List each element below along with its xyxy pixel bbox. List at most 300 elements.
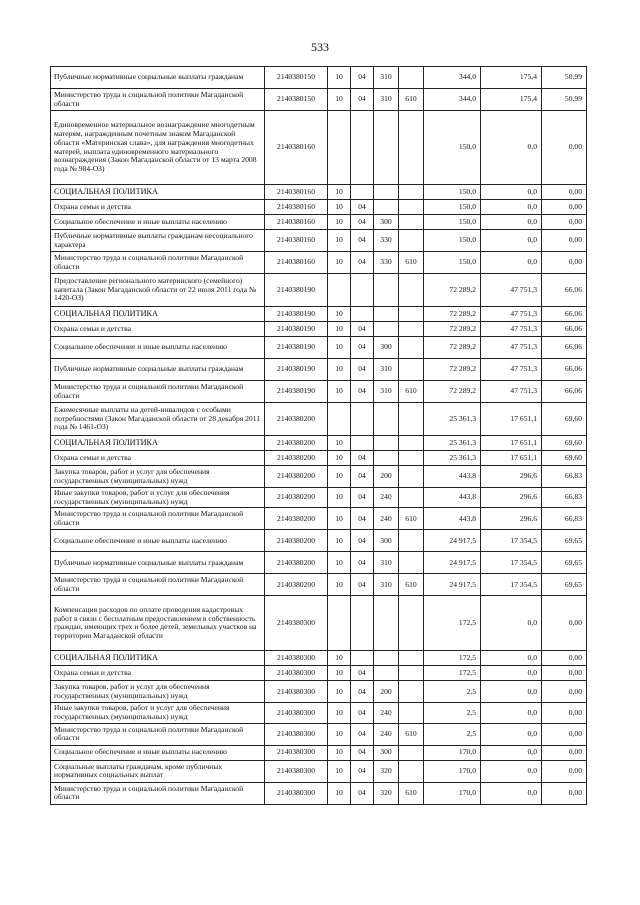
cell-csr: 2140380160 <box>265 185 328 200</box>
cell-grbs: 610 <box>399 89 424 111</box>
cell-grbs <box>399 530 424 552</box>
cell-name: Закупка товаров, работ и услуг для обеспечения государственных (муниципальных) нужд <box>51 466 265 488</box>
cell-csr: 2140380190 <box>265 359 328 381</box>
table-row <box>51 745 587 760</box>
cell-csr: 2140380200 <box>265 436 328 451</box>
cell-executed: 0,0 <box>481 252 542 274</box>
table-row <box>51 508 587 530</box>
cell-section <box>328 111 351 185</box>
cell-subsection <box>351 274 374 307</box>
cell-csr: 2140380300 <box>265 782 328 804</box>
cell-executed: 0,0 <box>481 681 542 703</box>
cell-section: 10 <box>328 185 351 200</box>
cell-expense-type: 300 <box>374 745 399 760</box>
cell-expense-type: 330 <box>374 252 399 274</box>
cell-name: Публичные нормативные социальные выплаты гражданам <box>51 552 265 574</box>
cell-name: Социальное обеспечение и иные выплаты населению <box>51 745 265 760</box>
cell-name: Публичные нормативные выплаты гражданам несоциального характера <box>51 230 265 252</box>
cell-executed: 0,0 <box>481 185 542 200</box>
cell-plan: 443,8 <box>424 508 481 530</box>
cell-section: 10 <box>328 337 351 359</box>
cell-grbs <box>399 552 424 574</box>
cell-executed: 0,0 <box>481 215 542 230</box>
cell-section <box>328 596 351 651</box>
cell-expense-type: 310 <box>374 89 399 111</box>
cell-executed: 47 751,3 <box>481 381 542 403</box>
table-row <box>51 466 587 488</box>
cell-grbs <box>399 403 424 436</box>
cell-section: 10 <box>328 67 351 89</box>
cell-expense-type: 200 <box>374 466 399 488</box>
cell-subsection: 04 <box>351 723 374 745</box>
cell-subsection: 04 <box>351 359 374 381</box>
cell-subsection: 04 <box>351 451 374 466</box>
cell-subsection: 04 <box>351 466 374 488</box>
cell-percent: 0,00 <box>542 745 587 760</box>
cell-name: Социальное обеспечение и иные выплаты населению <box>51 530 265 552</box>
cell-grbs <box>399 451 424 466</box>
cell-expense-type: 300 <box>374 215 399 230</box>
cell-grbs <box>399 322 424 337</box>
cell-plan: 24 917,5 <box>424 574 481 596</box>
table-body <box>51 67 587 805</box>
cell-section: 10 <box>328 760 351 782</box>
cell-plan: 172,5 <box>424 666 481 681</box>
cell-plan: 150,0 <box>424 200 481 215</box>
cell-plan: 150,0 <box>424 230 481 252</box>
cell-expense-type: 240 <box>374 703 399 723</box>
cell-csr: 2140380200 <box>265 574 328 596</box>
cell-executed: 0,0 <box>481 782 542 804</box>
cell-subsection: 04 <box>351 782 374 804</box>
cell-csr: 2140380200 <box>265 552 328 574</box>
cell-csr: 2140380300 <box>265 760 328 782</box>
cell-percent: 66,06 <box>542 307 587 322</box>
cell-plan: 150,0 <box>424 215 481 230</box>
cell-name: СОЦИАЛЬНАЯ ПОЛИТИКА <box>51 436 265 451</box>
cell-plan: 2,5 <box>424 703 481 723</box>
cell-subsection <box>351 307 374 322</box>
cell-grbs: 610 <box>399 381 424 403</box>
cell-executed: 47 751,3 <box>481 337 542 359</box>
cell-executed: 296,6 <box>481 466 542 488</box>
cell-expense-type <box>374 436 399 451</box>
cell-section: 10 <box>328 723 351 745</box>
cell-name: Публичные нормативные социальные выплаты гражданам <box>51 359 265 381</box>
cell-executed: 17 651,1 <box>481 451 542 466</box>
cell-expense-type <box>374 596 399 651</box>
table-row <box>51 111 587 185</box>
table-row <box>51 723 587 745</box>
cell-expense-type <box>374 651 399 666</box>
cell-executed: 47 751,3 <box>481 359 542 381</box>
cell-percent: 0,00 <box>542 782 587 804</box>
cell-percent: 0,00 <box>542 651 587 666</box>
cell-expense-type: 240 <box>374 508 399 530</box>
cell-expense-type <box>374 307 399 322</box>
table-row <box>51 651 587 666</box>
cell-expense-type: 300 <box>374 337 399 359</box>
cell-plan: 24 917,5 <box>424 530 481 552</box>
table-row <box>51 200 587 215</box>
cell-name: Иные закупки товаров, работ и услуг для обеспечения государственных (муниципальных) нужд <box>51 703 265 723</box>
cell-percent: 66,06 <box>542 322 587 337</box>
cell-expense-type: 240 <box>374 723 399 745</box>
cell-executed: 0,0 <box>481 745 542 760</box>
cell-section: 10 <box>328 381 351 403</box>
cell-grbs <box>399 359 424 381</box>
cell-percent: 0,00 <box>542 666 587 681</box>
cell-executed: 17 354,5 <box>481 552 542 574</box>
cell-executed: 0,0 <box>481 651 542 666</box>
cell-grbs <box>399 185 424 200</box>
table-row <box>51 89 587 111</box>
table-row <box>51 307 587 322</box>
cell-subsection: 04 <box>351 89 374 111</box>
cell-plan: 72 289,2 <box>424 274 481 307</box>
cell-plan: 2,5 <box>424 723 481 745</box>
cell-grbs <box>399 337 424 359</box>
cell-section: 10 <box>328 89 351 111</box>
cell-percent: 69,65 <box>542 552 587 574</box>
cell-plan: 72 289,2 <box>424 359 481 381</box>
cell-name: Компенсация расходов по оплате проведения кадастровых работ в связи с бесплатным предоставлением в собственность граждан, имеющих трех и более детей, земельных участков на территории Магаданской области <box>51 596 265 651</box>
table-row <box>51 274 587 307</box>
table-row <box>51 703 587 723</box>
cell-expense-type <box>374 322 399 337</box>
page-number: 533 <box>311 40 329 54</box>
cell-percent: 66,06 <box>542 274 587 307</box>
cell-executed: 296,6 <box>481 488 542 508</box>
cell-section: 10 <box>328 200 351 215</box>
cell-section: 10 <box>328 488 351 508</box>
cell-subsection: 04 <box>351 381 374 403</box>
cell-executed: 0,0 <box>481 666 542 681</box>
cell-expense-type: 240 <box>374 488 399 508</box>
cell-percent: 50,99 <box>542 67 587 89</box>
cell-grbs <box>399 681 424 703</box>
table-row <box>51 681 587 703</box>
cell-expense-type: 310 <box>374 574 399 596</box>
cell-grbs <box>399 760 424 782</box>
cell-plan: 170,0 <box>424 760 481 782</box>
cell-name: Закупка товаров, работ и услуг для обеспечения государственных (муниципальных) нужд <box>51 681 265 703</box>
cell-name: Министерство труда и социальной политики Магаданской области <box>51 89 265 111</box>
cell-percent: 66,83 <box>542 488 587 508</box>
cell-plan: 170,0 <box>424 782 481 804</box>
table-row <box>51 252 587 274</box>
cell-section: 10 <box>328 466 351 488</box>
table-row <box>51 67 587 89</box>
cell-subsection: 04 <box>351 666 374 681</box>
cell-percent: 50,99 <box>542 89 587 111</box>
table-row <box>51 552 587 574</box>
cell-executed: 47 751,3 <box>481 307 542 322</box>
cell-percent: 69,65 <box>542 574 587 596</box>
cell-section: 10 <box>328 307 351 322</box>
cell-section: 10 <box>328 436 351 451</box>
cell-percent: 69,65 <box>542 530 587 552</box>
cell-plan: 443,8 <box>424 488 481 508</box>
cell-name: Охрана семьи и детства <box>51 322 265 337</box>
cell-executed: 17 354,5 <box>481 530 542 552</box>
cell-section: 10 <box>328 782 351 804</box>
cell-plan: 344,0 <box>424 89 481 111</box>
cell-percent: 66,06 <box>542 337 587 359</box>
table-row <box>51 230 587 252</box>
cell-expense-type: 310 <box>374 359 399 381</box>
cell-percent: 0,00 <box>542 760 587 782</box>
cell-subsection: 04 <box>351 67 374 89</box>
cell-csr: 2140380190 <box>265 322 328 337</box>
cell-expense-type: 310 <box>374 67 399 89</box>
cell-csr: 2140380300 <box>265 681 328 703</box>
cell-csr: 2140380160 <box>265 252 328 274</box>
cell-csr: 2140380200 <box>265 451 328 466</box>
cell-plan: 172,5 <box>424 651 481 666</box>
cell-percent: 69,60 <box>542 403 587 436</box>
cell-subsection <box>351 651 374 666</box>
cell-grbs <box>399 230 424 252</box>
cell-csr: 2140380200 <box>265 530 328 552</box>
cell-plan: 150,0 <box>424 185 481 200</box>
cell-plan: 25 361,3 <box>424 403 481 436</box>
cell-expense-type: 310 <box>374 381 399 403</box>
cell-csr: 2140380300 <box>265 651 328 666</box>
cell-grbs <box>399 307 424 322</box>
cell-name: Ежемесячные выплаты на детей-инвалидов с особыми потребностями (Закон Магаданской области от 28 декабря 2011 года № 1461-ОЗ) <box>51 403 265 436</box>
cell-section: 10 <box>328 252 351 274</box>
cell-subsection: 04 <box>351 322 374 337</box>
cell-csr: 2140380300 <box>265 745 328 760</box>
cell-subsection: 04 <box>351 508 374 530</box>
cell-executed: 175,4 <box>481 67 542 89</box>
cell-plan: 24 917,5 <box>424 552 481 574</box>
cell-grbs <box>399 666 424 681</box>
cell-executed: 175,4 <box>481 89 542 111</box>
cell-subsection: 04 <box>351 552 374 574</box>
cell-section: 10 <box>328 530 351 552</box>
cell-subsection: 04 <box>351 215 374 230</box>
cell-csr: 2140380160 <box>265 111 328 185</box>
table-row <box>51 337 587 359</box>
cell-subsection: 04 <box>351 488 374 508</box>
cell-subsection <box>351 436 374 451</box>
table-row <box>51 596 587 651</box>
cell-name: Социальное обеспечение и иные выплаты населению <box>51 337 265 359</box>
table-row <box>51 381 587 403</box>
cell-percent: 0,00 <box>542 703 587 723</box>
cell-grbs <box>399 436 424 451</box>
cell-csr: 2140380190 <box>265 337 328 359</box>
cell-executed: 0,0 <box>481 200 542 215</box>
cell-grbs: 610 <box>399 782 424 804</box>
table-row <box>51 322 587 337</box>
cell-executed: 0,0 <box>481 596 542 651</box>
cell-expense-type <box>374 451 399 466</box>
cell-grbs: 610 <box>399 723 424 745</box>
cell-percent: 69,60 <box>542 436 587 451</box>
cell-csr: 2140380190 <box>265 307 328 322</box>
cell-csr: 2140380160 <box>265 215 328 230</box>
cell-plan: 172,5 <box>424 596 481 651</box>
cell-expense-type <box>374 200 399 215</box>
cell-name: СОЦИАЛЬНАЯ ПОЛИТИКА <box>51 307 265 322</box>
cell-executed: 17 354,5 <box>481 574 542 596</box>
cell-name: Публичные нормативные социальные выплаты гражданам <box>51 67 265 89</box>
budget-table <box>50 66 587 805</box>
cell-percent: 0,00 <box>542 111 587 185</box>
cell-csr: 2140380200 <box>265 403 328 436</box>
cell-percent: 0,00 <box>542 185 587 200</box>
cell-percent: 69,60 <box>542 451 587 466</box>
cell-section: 10 <box>328 230 351 252</box>
cell-executed: 0,0 <box>481 703 542 723</box>
table-row <box>51 760 587 782</box>
cell-subsection: 04 <box>351 252 374 274</box>
cell-plan: 72 289,2 <box>424 322 481 337</box>
cell-percent: 66,06 <box>542 381 587 403</box>
cell-grbs: 610 <box>399 574 424 596</box>
cell-name: СОЦИАЛЬНАЯ ПОЛИТИКА <box>51 651 265 666</box>
cell-csr: 2140380200 <box>265 466 328 488</box>
cell-name: Иные закупки товаров, работ и услуг для обеспечения государственных (муниципальных) нужд <box>51 488 265 508</box>
cell-expense-type: 330 <box>374 230 399 252</box>
cell-grbs <box>399 466 424 488</box>
cell-percent: 0,00 <box>542 200 587 215</box>
cell-plan: 170,0 <box>424 745 481 760</box>
cell-section: 10 <box>328 745 351 760</box>
cell-name: Министерство труда и социальной политики Магаданской области <box>51 381 265 403</box>
cell-name: Предоставление регионального материнского (семейного) капитала (Закон Магаданской области от 22 июля 2011 года № 1420-ОЗ) <box>51 274 265 307</box>
cell-plan: 2,5 <box>424 681 481 703</box>
cell-csr: 2140380160 <box>265 200 328 215</box>
cell-name: Министерство труда и социальной политики Магаданской области <box>51 574 265 596</box>
cell-grbs <box>399 651 424 666</box>
cell-subsection: 04 <box>351 703 374 723</box>
cell-executed: 17 651,1 <box>481 436 542 451</box>
cell-percent: 0,00 <box>542 215 587 230</box>
cell-section: 10 <box>328 651 351 666</box>
table-row <box>51 666 587 681</box>
cell-subsection <box>351 111 374 185</box>
cell-executed: 47 751,3 <box>481 274 542 307</box>
cell-plan: 150,0 <box>424 252 481 274</box>
cell-executed: 0,0 <box>481 230 542 252</box>
cell-percent: 66,06 <box>542 359 587 381</box>
cell-plan: 25 361,3 <box>424 436 481 451</box>
cell-plan: 25 361,3 <box>424 451 481 466</box>
cell-csr: 2140380150 <box>265 89 328 111</box>
cell-expense-type: 320 <box>374 782 399 804</box>
cell-grbs <box>399 111 424 185</box>
table-row <box>51 185 587 200</box>
cell-name: Социальное обеспечение и иные выплаты населению <box>51 215 265 230</box>
cell-plan: 72 289,2 <box>424 381 481 403</box>
cell-grbs <box>399 596 424 651</box>
cell-section: 10 <box>328 703 351 723</box>
cell-grbs <box>399 67 424 89</box>
cell-plan: 344,0 <box>424 67 481 89</box>
cell-percent: 0,00 <box>542 252 587 274</box>
cell-section: 10 <box>328 508 351 530</box>
cell-name: Охрана семьи и детства <box>51 666 265 681</box>
cell-csr: 2140380300 <box>265 723 328 745</box>
cell-section: 10 <box>328 215 351 230</box>
cell-name: Социальные выплаты гражданам, кроме публичных нормативных социальных выплат <box>51 760 265 782</box>
cell-executed: 17 651,1 <box>481 403 542 436</box>
cell-name: Охрана семьи и детства <box>51 200 265 215</box>
cell-name: Единовременное материальное вознаграждение многодетным матерям, награжденным почетным знаком Магаданской области «Материнская слава», для награждения многодетных матерей, выплата единовременного материального вознаграждения (Закон Магаданской области от 13 марта 2008 года № 984-ОЗ) <box>51 111 265 185</box>
cell-name: Министерство труда и социальной политики Магаданской области <box>51 508 265 530</box>
table-row <box>51 488 587 508</box>
cell-subsection <box>351 403 374 436</box>
table-row <box>51 530 587 552</box>
cell-executed: 47 751,3 <box>481 322 542 337</box>
cell-percent: 66,83 <box>542 508 587 530</box>
cell-subsection <box>351 185 374 200</box>
cell-expense-type: 300 <box>374 530 399 552</box>
cell-percent: 66,83 <box>542 466 587 488</box>
table-row <box>51 436 587 451</box>
cell-plan: 150,0 <box>424 111 481 185</box>
cell-grbs <box>399 274 424 307</box>
cell-subsection: 04 <box>351 681 374 703</box>
cell-plan: 72 289,2 <box>424 337 481 359</box>
cell-subsection: 04 <box>351 200 374 215</box>
cell-section: 10 <box>328 666 351 681</box>
cell-csr: 2140380200 <box>265 508 328 530</box>
cell-section: 10 <box>328 574 351 596</box>
cell-section: 10 <box>328 359 351 381</box>
cell-grbs <box>399 745 424 760</box>
cell-expense-type <box>374 403 399 436</box>
cell-csr: 2140380300 <box>265 703 328 723</box>
cell-section: 10 <box>328 322 351 337</box>
cell-subsection: 04 <box>351 337 374 359</box>
cell-plan: 72 289,2 <box>424 307 481 322</box>
cell-grbs <box>399 215 424 230</box>
cell-expense-type <box>374 185 399 200</box>
cell-subsection: 04 <box>351 760 374 782</box>
cell-percent: 0,00 <box>542 596 587 651</box>
cell-subsection: 04 <box>351 745 374 760</box>
table-row <box>51 451 587 466</box>
cell-subsection: 04 <box>351 574 374 596</box>
cell-expense-type <box>374 666 399 681</box>
cell-expense-type: 320 <box>374 760 399 782</box>
cell-name: Министерство труда и социальной политики Магаданской области <box>51 252 265 274</box>
cell-subsection: 04 <box>351 230 374 252</box>
cell-csr: 2140380300 <box>265 666 328 681</box>
cell-expense-type <box>374 111 399 185</box>
cell-executed: 0,0 <box>481 760 542 782</box>
cell-csr: 2140380300 <box>265 596 328 651</box>
cell-grbs <box>399 200 424 215</box>
table-row <box>51 574 587 596</box>
cell-name: Министерство труда и социальной политики Магаданской области <box>51 782 265 804</box>
cell-csr: 2140380200 <box>265 488 328 508</box>
cell-section <box>328 403 351 436</box>
cell-executed: 0,0 <box>481 723 542 745</box>
cell-executed: 296,6 <box>481 508 542 530</box>
table-row <box>51 782 587 804</box>
table-row <box>51 215 587 230</box>
cell-grbs: 610 <box>399 508 424 530</box>
cell-plan: 443,8 <box>424 466 481 488</box>
cell-subsection <box>351 596 374 651</box>
cell-name: СОЦИАЛЬНАЯ ПОЛИТИКА <box>51 185 265 200</box>
